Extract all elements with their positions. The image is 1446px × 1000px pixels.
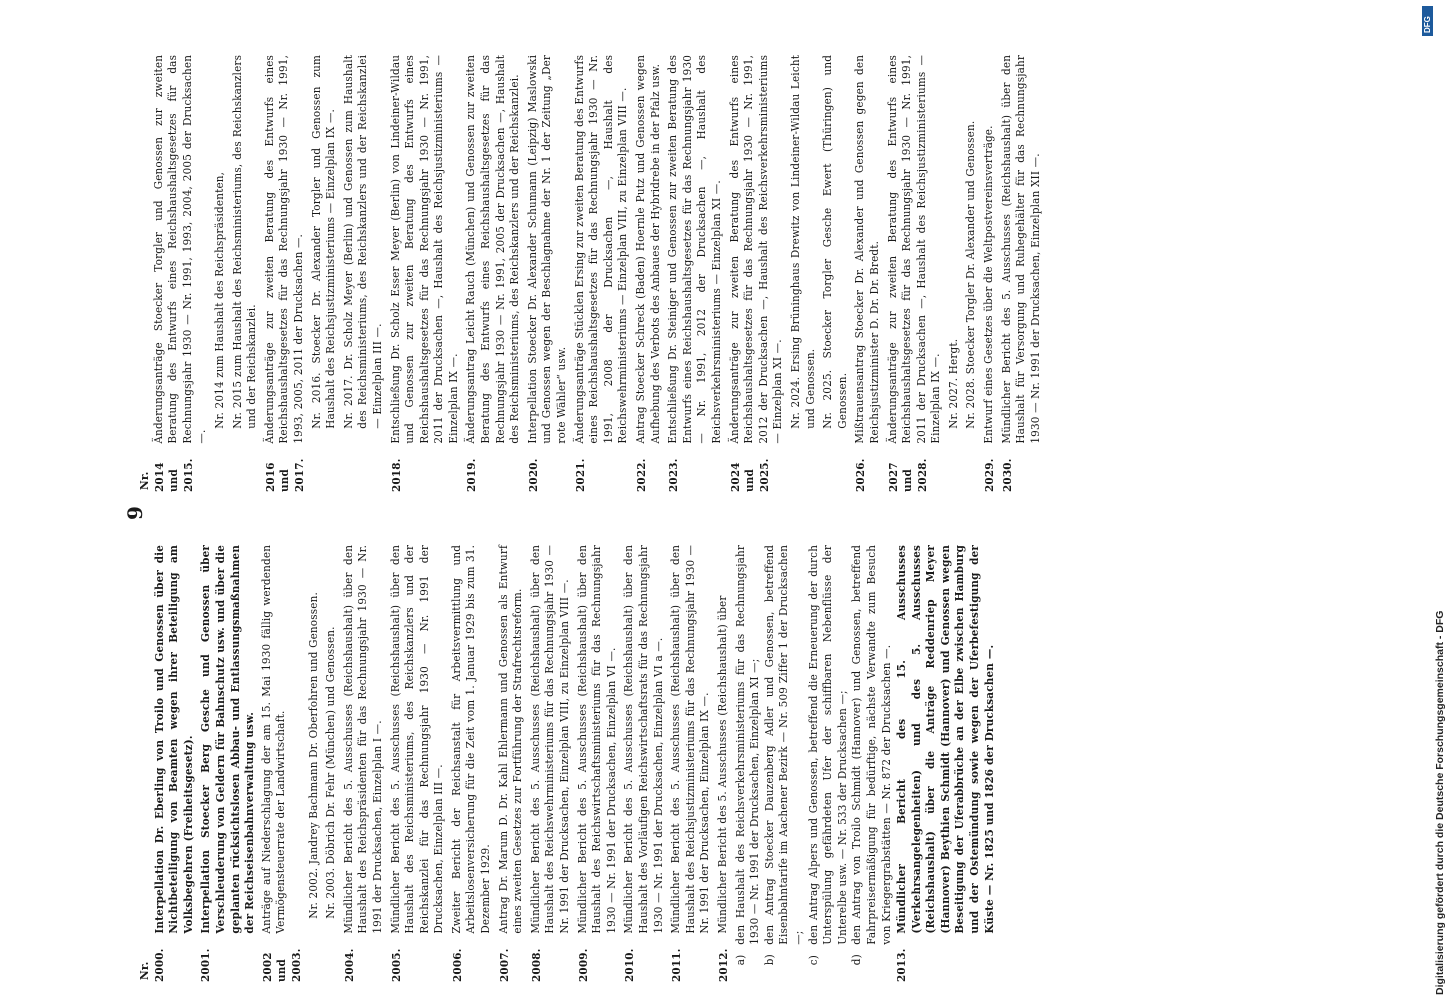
credit-strip xyxy=(1418,0,1446,1000)
sub-item xyxy=(734,545,763,965)
list-item xyxy=(964,55,979,492)
entry-text: Mündlicher Bericht des 5. Ausschusses (Reichshaushalt) über xyxy=(715,595,729,934)
entry-number: 2016 und 2017. xyxy=(262,458,306,492)
list-item xyxy=(307,545,322,982)
list-item xyxy=(716,545,731,982)
entry-number xyxy=(789,444,818,492)
entry-text: Nr. 2017. Dr. Scholz Meyer (Berlin) und Genossen zum Haushalt des Reichsministeriums, des Reichskanzlers und der Reichskanzlei — Einzelplan III —. xyxy=(341,54,384,429)
entry-text: Nr. 2015 zum Haushalt des Reichsministeriums, des Reichskanzlers und der Reichskanzlei. xyxy=(230,54,259,429)
list-item xyxy=(1000,55,1044,492)
entry-text: Mißtrauensantrag Stoecker Dr. Alexander und Genossen gegen den Reichsjustizminister D. Dr. Dr. Bredt. xyxy=(853,54,881,444)
list-item xyxy=(853,55,882,492)
entry-number: 2020. xyxy=(525,458,540,492)
list-item xyxy=(152,55,210,492)
entry-text: Mündlicher Bericht des 5. Ausschusses (Reichshaushalt) über den Haushalt des Reichsjustizministeriums für das Rechnungsjahr 1930 — Nr. 1991 der Drucksachen, Einzelplan IX —. xyxy=(669,544,712,934)
list-item xyxy=(669,545,713,982)
list-item xyxy=(263,55,307,492)
entry-text: Zweiter Bericht der Reichsanstalt für Arbeitsvermittlung und Arbeitslosenversicherung für die Zeit vom 1. Januar 1929 bis zum 31. Dezember 1929. xyxy=(449,544,493,934)
entry-text: Nr. 2025. Stoecker Torgler Gesche Ewert (Thüringen) und Genossen. xyxy=(821,54,849,429)
entry-text: Nr. 2014 zum Haushalt des Reichspräsidenten, xyxy=(212,171,226,429)
sub-item xyxy=(807,545,851,965)
entry-number: 2001. xyxy=(198,948,213,982)
entry-number xyxy=(821,444,850,492)
entry-number: 2010. xyxy=(622,948,637,982)
entry-number: 2006. xyxy=(449,948,464,982)
list-item xyxy=(213,55,228,492)
entry-text: Mündlicher Bericht des 5. Ausschusses (Reichshaushalt) über den Haushalt des Reichswirtschaftsministeriums für das Rechnungsjahr 1930 — Nr. 1991 der Drucksachen, Einzelplan VI —. xyxy=(575,544,618,934)
list-item xyxy=(497,545,526,982)
entry-text: Anträge auf Niederschlagung der am 15. Mai 1930 fällig werdenden Vermögensteuerrate der Landwirtschaft. xyxy=(259,544,288,934)
entry-number: 2029. xyxy=(982,458,997,492)
entry-number: 2002 und 2003. xyxy=(259,948,303,982)
entry-number xyxy=(947,444,962,492)
entry-text: Antrag Dr. Marum D. Dr. Kahl Ehlermann und Genossen als Entwurf eines zweiten Gesetzes zur Fortführung der Strafrechtsreform. xyxy=(496,544,525,934)
entry-text: Änderungsantrag Leicht Rauch (München) und Genossen zur zweiten Beratung des Entwurfs eines Reichshaushaltsgesetzes für das Rechnungsjahr 1930 — Nr. 1991, 2005 der Drucksachen —, Haushalt des Reichsministeriums, des Reichskanzlers und der Reichskanzlei. xyxy=(464,54,522,444)
entry-number: 2024 und 2025. xyxy=(727,458,771,492)
entry-text: Mündlicher Bericht des 5. Ausschusses (Reichshaushalt) über den Haushalt des Reichswehrministeriums für das Rechnungsjahr 1930 — Nr. 1991 der Drucksachen, Einzelplan VIII, zu Einzelplan VIII —. xyxy=(528,544,572,934)
list-item xyxy=(231,55,260,492)
logo-text: DFG xyxy=(1423,16,1432,33)
rotated-scan xyxy=(115,0,1415,1000)
list-item xyxy=(728,55,786,492)
entry-text: Interpellation Stoecker Dr. Alexander Schumann (Leipzig) Maslowski und Genossen wegen der Beschlagnahme der Nr. 1 der Zeitung „Der rote Wähler“ usw. xyxy=(525,54,569,444)
entry-number xyxy=(310,444,339,492)
entry-number: 2021. xyxy=(572,458,587,492)
sub-item xyxy=(763,545,807,965)
list-item xyxy=(573,55,631,492)
list-item xyxy=(526,55,570,492)
entry-text: Änderungsanträge zur zweiten Beratung des Entwurfs eines Reichshaushaltsgesetzes für das Rechnungsjahr 1930 — Nr. 1991, 1993, 2005, 2011 der Drucksachen —. xyxy=(262,54,305,444)
left-column xyxy=(137,545,999,982)
sub-item-text: den Haushalt des Reichsverkehrsministeriums für das Rechnungsjahr 1930 — Nr. 1991 der Drucksachen, Einzelplan XI —; xyxy=(733,544,762,945)
sub-item-text: den Antrag Alpers und Genossen, betreffend die Erneuerung der durch Unterspülung gefährdeten Ufer der schiffbaren Nebenflüsse der Unterelbe usw. — Nr. 533 der Drucksachen —; xyxy=(806,544,849,945)
sub-item xyxy=(850,545,894,965)
list-item xyxy=(622,545,666,982)
funding-credit: Digitalisierung gefördert durch die Deutsche Forschungsgemeinschaft - DFG xyxy=(1434,610,1446,995)
entry-number: 2005. xyxy=(388,948,403,982)
entry-text: Interpellation Stoecker Berg Gesche und Genossen über Verschleuderung von Geldern für Bahnschutz usw. und über die geplanten rücksichtslosen Abbau- und Entlassungsmaßnahmen der Reichseisenbahnverwaltung usw. xyxy=(198,544,257,934)
entry-number: 2027 und 2028. xyxy=(885,458,929,492)
entry-number: 2000. xyxy=(151,948,166,982)
list-item xyxy=(634,55,663,492)
sub-item-text: den Antrag Stoecker Dauzenberg Adler und Genossen, betreffend Eisenbahntarife im Aachener Bezirk — Nr. 509 Ziffer 1 der Drucksachen —; xyxy=(762,544,805,945)
column-header: Nr. xyxy=(137,471,151,491)
entry-number: 2012. xyxy=(715,948,730,982)
entry-text: Nr. 2002. Jandrey Bachmann Dr. Oberfohren und Genossen. xyxy=(306,591,320,919)
entry-number: 2007. xyxy=(496,948,511,982)
list-item xyxy=(821,55,850,492)
entry-text: Änderungsanträge Stücklen Ersing zur zweiten Beratung des Entwurfs eines Reichshaushaltsgesetzes für das Rechnungsjahr 1930 — Nr. 1991, 2008 der Drucksachen —, Haushalt des Reichswehrministeriums — Einzelplan VIII, zu Einzelplan VIII —. xyxy=(572,54,630,444)
list-item xyxy=(464,55,522,492)
sub-item-label: a) xyxy=(733,954,747,966)
list-item xyxy=(342,55,386,492)
right-column xyxy=(137,55,1046,492)
entry-text: Nr. 2003. Döbrich Dr. Fehr (München) und Genossen. xyxy=(324,626,338,919)
entry-number xyxy=(213,444,228,492)
entry-number: 2019. xyxy=(464,458,479,492)
list-item xyxy=(666,55,724,492)
sub-item-label: b) xyxy=(762,954,776,966)
entry-number: 2026. xyxy=(853,458,868,492)
entry-text: Interpellation Dr. Eberling von Troilo und Genossen über die Nichtbeteiligung von Beamten wegen ihrer Beteiligung am Volksbegehren (Freiheitsgesetz). xyxy=(151,544,195,934)
entry-number: 2014 und 2015. xyxy=(151,458,195,492)
list-item xyxy=(389,55,462,492)
entry-number: 2008. xyxy=(528,948,543,982)
list-item xyxy=(982,55,997,492)
list-item xyxy=(450,545,494,982)
entry-number: 2013. xyxy=(894,948,909,982)
entry-number xyxy=(307,934,322,982)
list-item xyxy=(894,545,996,982)
entry-number: 2009. xyxy=(575,948,590,982)
entry-text: Mündlicher Bericht des 5. Ausschusses (Reichshaushalt) über den Haushalt für Versorgung und Ruhegehälter für das Rechnungsjahr 1930 — Nr. 1991 der Drucksachen, Einzelplan XII —. xyxy=(999,54,1042,444)
sub-item-text: den Antrag von Troilo Schmidt (Hannover) und Genossen, betreffend Fahrpreisermäßigung für bedürftige, nächste Verwandte zum Besuch von Kriegergrabstätten — Nr. 872 der Drucksachen —. xyxy=(850,544,893,945)
list-item xyxy=(342,545,386,982)
left-subitems xyxy=(734,545,895,982)
list-item xyxy=(389,545,447,982)
sub-item-label: c) xyxy=(806,955,820,966)
entry-number: 2023. xyxy=(666,458,681,492)
entry-text: Mündlicher Bericht des 5. Ausschusses (Reichshaushalt) über den Haushalt des Reichspräsidenten für das Rechnungsjahr 1930 — Nr. 1991 der Drucksachen, Einzelplan I —. xyxy=(341,544,384,934)
left-entries xyxy=(152,545,731,982)
column-header: Nr. xyxy=(137,961,151,981)
list-item xyxy=(260,545,304,982)
entry-number xyxy=(342,444,386,492)
list-item xyxy=(886,55,944,492)
entry-number xyxy=(324,934,339,982)
entry-number xyxy=(964,444,979,492)
entry-text: Entschließung Dr. Scholz Esser Meyer (Berlin) von Lindeiner-Wildau und Genossen zur zweiten Beratung des Entwurfs eines Reichshaushaltsgesetzes für das Rechnungsjahr 1930 — Nr. 1991, 2011 der Drucksachen —, Haushalt des Reichsjustizministeriums — Einzelplan IX —. xyxy=(388,54,460,444)
list-item xyxy=(198,545,256,982)
entry-text: Antrag Stoecker Schreck (Baden) Hoernle Putz und Genossen wegen Aufhebung des Verbots des Anbaues der Hybridrebe in der Pfalz usw. xyxy=(634,54,662,444)
list-item xyxy=(947,55,962,492)
entry-text: Nr. 2028. Stoecker Torgler Dr. Alexander und Genossen. xyxy=(964,120,978,429)
entry-text: Änderungsanträge Stoecker Torgler und Genossen zur zweiten Beratung des Entwurfs eines Reichshaushaltsgesetzes für das Rechnungsjahr 1930 — Nr. 1991, 1993, 2004, 2005 der Drucksachen —. xyxy=(151,54,209,444)
entry-text: Entschließung Dr. Steiniger und Genossen zur zweiten Beratung des Entwurfs eines Reichshaushaltsgesetzes für das Rechnungsjahr 1930 — Nr. 1991, 2012 der Drucksachen —, Haushalt des Reichsverkehrsministeriums — Einzelplan XI —. xyxy=(666,54,723,444)
list-item xyxy=(789,55,818,492)
entry-text: Nr. 2024. Ersing Brüninghaus Drewitz von Lindeiner-Wildau Leicht und Genossen. xyxy=(788,54,817,429)
entry-number: 2004. xyxy=(341,948,356,982)
list-item xyxy=(152,545,196,982)
entry-number: 2018. xyxy=(388,458,403,492)
entry-number: 2011. xyxy=(669,948,684,982)
list-item xyxy=(529,545,573,982)
entry-text: Nr. 2016. Stoecker Dr. Alexander Torgler und Genossen zum Haushalt des Reichsjustizministeriums — Einzelplan IX —. xyxy=(309,54,338,429)
list-item xyxy=(310,55,339,492)
entry-text: Mündlicher Bericht des 5. Ausschusses (Reichshaushalt) über den Haushalt des Vorläufigen Reichswirtschaftsrats für das Rechnungsjahr 1930 — Nr. 1991 der Drucksachen, Einzelplan VI a —. xyxy=(622,544,665,934)
sub-item-label: d) xyxy=(850,954,864,966)
entry-text: Mündlicher Bericht des 15. Ausschusses (Verkehrsangelegenheiten) und des 5. Ausschusses (Reichshaushalt) über die Anträge Reddenriep Meyer (Hannover) Beythien Schmidt (Hannover) und Genossen wegen Beseitigung der Uferabbrüche an der Elbe zwischen Hamburg und der Ostemündung sowie wegen der Uferbefestigung der Küste — Nr. 1825 und 1826 der Drucksachen —. xyxy=(894,544,996,934)
entry-number xyxy=(231,444,260,492)
entry-number: 2030. xyxy=(999,458,1014,492)
right-entries xyxy=(152,55,1044,492)
entry-text: Mündlicher Bericht des 5. Ausschusses (Reichshaushalt) über den Haushalt des Reichsministeriums, des Reichskanzlers und der Reichskanzlei für das Rechnungsjahr 1930 — Nr. 1991 der Drucksachen, Einzelplan III —. xyxy=(388,544,446,934)
entry-text: Nr. 2027. Hergt. xyxy=(946,338,960,429)
document-page xyxy=(115,0,1415,1000)
entry-text: Entwurf eines Gesetzes über die Weltpostvereinsverträge. xyxy=(982,125,996,444)
entry-number: 2022. xyxy=(634,458,648,492)
entry-text: Änderungsanträge zur zweiten Beratung des Entwurfs eines Reichshaushaltsgesetzes für das Rechnungsjahr 1930 — Nr. 1991, 2011 der Drucksachen —, Haushalt des Reichsjustizministeriums — Einzelplan IX —. xyxy=(885,54,943,444)
list-item xyxy=(324,545,339,982)
entry-text: Änderungsanträge zur zweiten Beratung des Entwurfs eines Reichshaushaltsgesetzes für das Rechnungsjahr 1930 — Nr. 1991, 2012 der Drucksachen —, Haushalt des Reichsverkehrsministeriums — Einzelplan XI —. xyxy=(727,54,785,444)
page-number: 9 xyxy=(123,506,147,520)
list-item xyxy=(576,545,620,982)
